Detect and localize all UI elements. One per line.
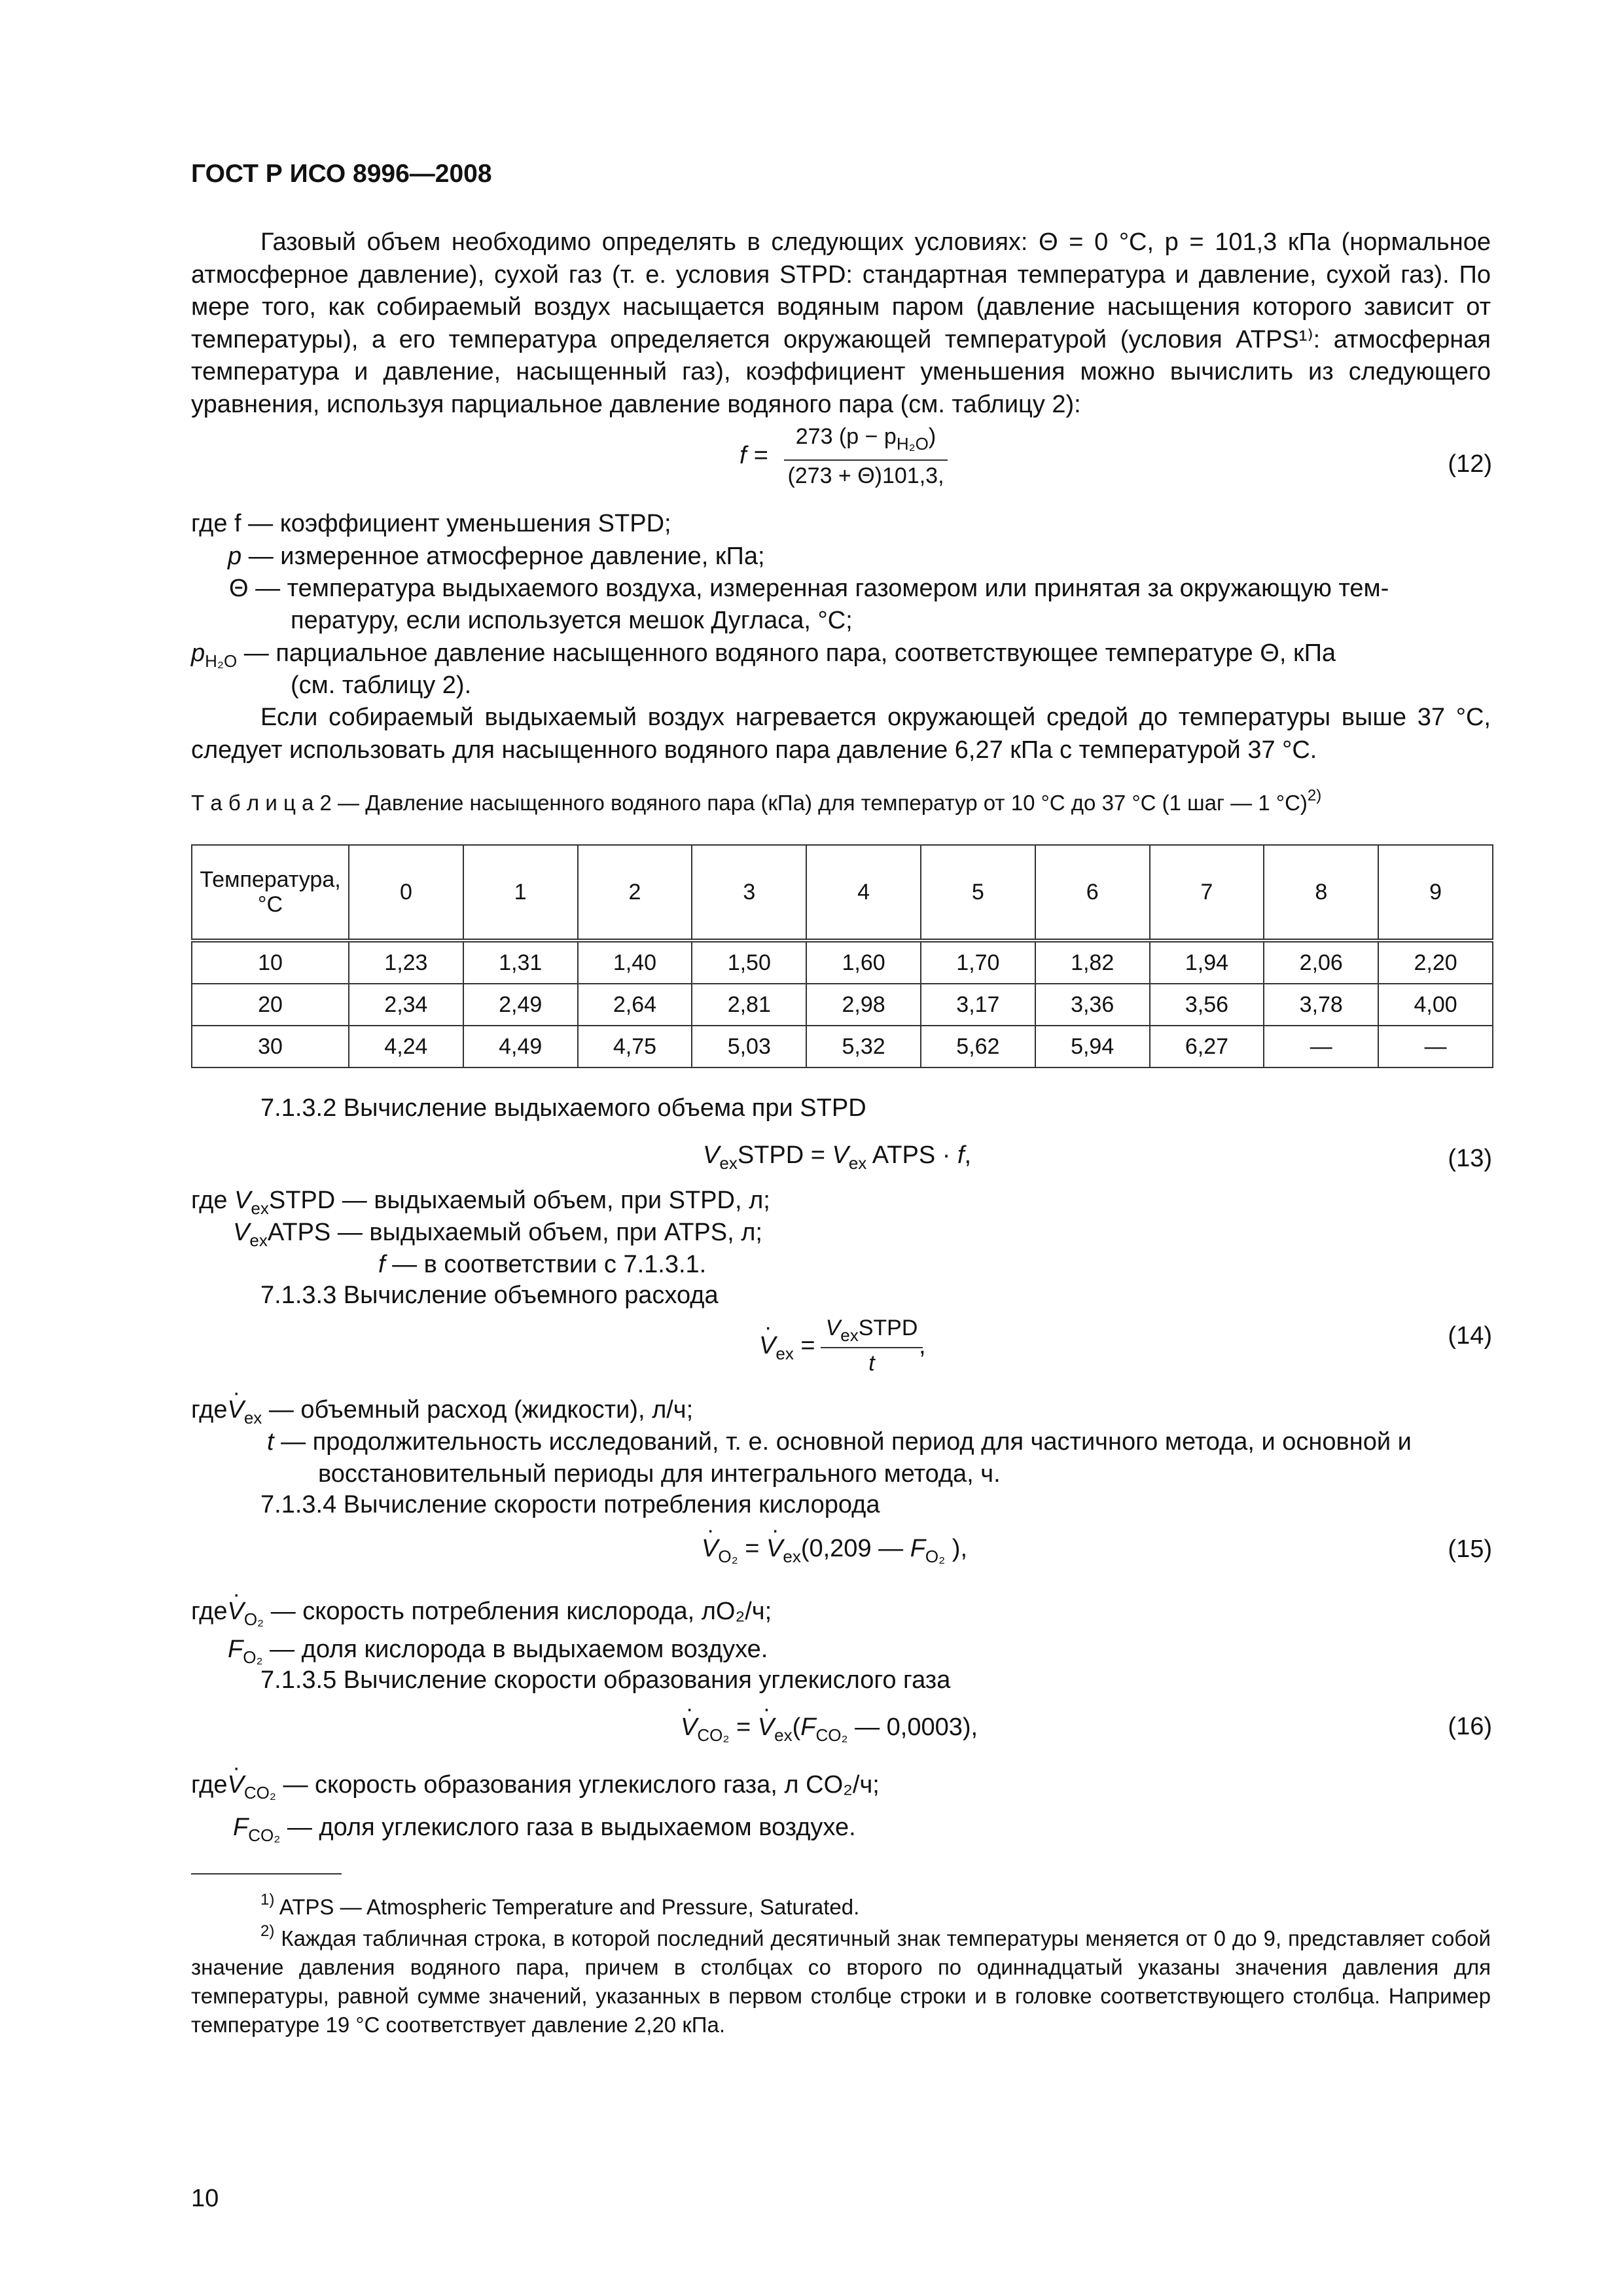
eq13-number: (13) xyxy=(1448,1145,1492,1172)
eq15-number: (15) xyxy=(1448,1535,1492,1563)
eq14-numerator: $V_{ex}STPD$ xyxy=(825,1316,918,1345)
eq12-denominator: (273 + Θ)101,3, xyxy=(787,463,944,488)
table-cell: 2,64 xyxy=(578,984,692,1026)
table2-header-cell: 4 xyxy=(806,845,921,941)
table2-header-cell: 3 xyxy=(692,845,806,941)
table-cell: 1,82 xyxy=(1035,941,1150,984)
table-cell: 5,03 xyxy=(692,1026,806,1067)
table-cell: 20 xyxy=(192,984,349,1026)
table-cell: 1,23 xyxy=(349,941,463,984)
table-cell: 1,60 xyxy=(806,941,921,984)
table-cell: 5,62 xyxy=(921,1026,1035,1067)
table-cell: — xyxy=(1378,1026,1493,1067)
table2-header-cell: 5 xyxy=(921,845,1035,941)
table-cell: 5,94 xyxy=(1035,1026,1150,1067)
eq14-lhs: · $V_{ex}$ = xyxy=(759,1332,815,1360)
eq12-lhs: f = xyxy=(740,442,768,469)
where14-line1: $где\cdot V_{ex}$ — объемный расход (жидкости), л/ч; xyxy=(191,1394,693,1426)
eq12-number: (12) xyxy=(1448,450,1492,478)
table2-header-cell: 6 xyxy=(1035,845,1150,941)
table-cell: 4,00 xyxy=(1378,984,1493,1026)
where16-line1: $где\cdot V_{CO_2}$ — скорость образования углекислого газа, л CO₂/ч; xyxy=(191,1769,880,1801)
eq14-comma: , xyxy=(919,1332,926,1359)
where14-line2-cont: восстановительный периоды для интегрального метода, ч. xyxy=(318,1460,1001,1488)
table2-header-cell: 2 xyxy=(578,845,692,941)
section-7133-title: 7.1.3.3 Вычисление объемного расхода xyxy=(260,1282,719,1309)
page-number: 10 xyxy=(191,2185,219,2212)
table-cell: 4,75 xyxy=(578,1026,692,1067)
where12-line4: $p_{H_2O}$ — парциальное давление насыщенного водяного пара, соответствующее температуре Θ, кПа xyxy=(191,639,1336,671)
table-cell: 1,94 xyxy=(1150,941,1264,984)
table-row xyxy=(192,941,1493,984)
where15-line1: $где\cdot V_{O_2}$ — скорость потребления кислорода, лО₂/ч; xyxy=(191,1596,772,1628)
table-cell: 5,32 xyxy=(806,1026,921,1067)
table-row xyxy=(192,1026,1493,1067)
eq15: · $V_{O_2}$ = · $V_{ex}(0,209$ — $F_{O_2}$ ), xyxy=(702,1535,967,1563)
table2-header-cell: 0 xyxy=(349,845,463,941)
table-cell: 2,49 xyxy=(463,984,578,1026)
table-cell: 2,20 xyxy=(1378,941,1493,984)
table-row xyxy=(192,984,1493,1026)
table-cell: 1,31 xyxy=(463,941,578,984)
where12-line1: где f — коэффициент уменьшения STPD; xyxy=(191,510,671,537)
eq14-denominator: t xyxy=(868,1351,875,1376)
where12-line3: Θ — температура выдыхаемого воздуха, измеренная газомером или принятая за окружающую тем- xyxy=(229,575,1389,602)
table-cell: 1,50 xyxy=(692,941,806,984)
eq14-number: (14) xyxy=(1448,1322,1492,1350)
table-cell: 6,27 xyxy=(1150,1026,1264,1067)
section-7135-title: 7.1.3.5 Вычисление скорости образования углекислого газа xyxy=(260,1666,951,1694)
eq12-fraction-bar xyxy=(784,459,948,461)
footnote-2: $^{2)}$ Каждая табличная строка, в которой последний десятичный знак температуры меняется от 0 до 9, представляет собой значение давления водяного пара, причем в столбцах со второго по одиннадцатый указаны значения давления для температуры, равной сумме значений, указанных в первом столбце строки и в головке соответствующего столбца. Например температуре 19 °С соответствует давление 2,20 кПа. xyxy=(191,1922,1491,2037)
table2-header-temp: Температура, °С xyxy=(192,845,349,941)
where13-line2: $V_{ex}ATPS$ — выдыхаемый объем, при ATPS, л; xyxy=(233,1219,762,1250)
table2-header-cell: 8 xyxy=(1264,845,1378,941)
table-cell: 2,34 xyxy=(349,984,463,1026)
document-header: ГОСТ Р ИСО 8996—2008 xyxy=(191,160,492,188)
where12-line2: p — измеренное атмосферное давление, кПа; xyxy=(228,543,765,570)
eq16: · $V_{CO_2}$ = · $V_{ex}(F_{CO_2}$ — 0,0003), xyxy=(681,1713,978,1742)
table-cell: 3,17 xyxy=(921,984,1035,1026)
table2-header-cell: 7 xyxy=(1150,845,1264,941)
table-cell: 30 xyxy=(192,1026,349,1067)
where13-line3: f — в соответствии с 7.1.3.1. xyxy=(378,1251,707,1278)
table2-header-cell: 9 xyxy=(1378,845,1493,941)
paragraph-37c: Если собираемый выдыхаемый воздух нагревается окружающей средой до температуры выше 37 °С, следует использовать для насыщенного водяного пара давление 6,27 кПа с температурой 37 °С. xyxy=(191,704,1491,764)
table2-caption: Т а б л и ц а 2 — Давление насыщенного водяного пара (кПа) для температур от 10 °С до 37 °С (1 шаг — 1 °С)$^{2)}$ xyxy=(191,787,1322,815)
table2-header-cell: 1 xyxy=(463,845,578,941)
table-cell: 2,81 xyxy=(692,984,806,1026)
where15-line2: $F_{O_2}$ — доля кислорода в выдыхаемом воздухе. xyxy=(228,1636,768,1667)
where12-line3-cont: пературу, если используется мешок Дугласа, °С; xyxy=(291,607,853,634)
intro-paragraph: Газовый объем необходимо определять в следующих условиях: Θ = 0 °С, p = 101,3 кПа (нормальное атмосферное давление), сухой газ (т. е. условия STPD: стандартная температура и давление, сухой газ). По мере того, как собираемый воздух насыщается водяным паром (давление насыщения которого зависит от температуры), а его температура определяется окружающей температурой (условия ATPS¹⁾: атмосферная температура и давление, насыщенный газ), коэффициент уменьшения можно вычислить из следующего уравнения, используя парциальное давление водяного пара (см. таблицу 2): xyxy=(191,228,1491,418)
where14-line2: t — продолжительность исследований, т. е. основной период для частичного метода, и основной и xyxy=(267,1428,1412,1456)
table2-header-row xyxy=(192,845,1493,941)
eq14-fraction-bar xyxy=(821,1347,923,1348)
table-cell: 3,78 xyxy=(1264,984,1378,1026)
table-cell: 1,40 xyxy=(578,941,692,984)
table-cell: 4,49 xyxy=(463,1026,578,1067)
table-cell: 2,98 xyxy=(806,984,921,1026)
eq13: $V_{ex}STPD = V_{ex}$ ATPS · f, xyxy=(703,1141,972,1173)
eq12-numerator: 273 $(p - p_{H_2O})$ xyxy=(795,424,936,454)
table-cell: 3,36 xyxy=(1035,984,1150,1026)
where16-line2: $F_{CO_2}$ — доля углекислого газа в выдыхаемом воздухе. xyxy=(233,1814,856,1845)
section-7132-title: 7.1.3.2 Вычисление выдыхаемого объема при STPD xyxy=(260,1094,866,1122)
footnote-separator xyxy=(191,1873,342,1874)
table-cell: 10 xyxy=(192,941,349,984)
section-7134-title: 7.1.3.4 Вычисление скорости потребления кислорода xyxy=(260,1491,880,1518)
eq16-number: (16) xyxy=(1448,1713,1492,1740)
table-cell: — xyxy=(1264,1026,1378,1067)
where13-line1: где $V_{ex}STPD$ — выдыхаемый объем, при STPD, л; xyxy=(191,1187,770,1218)
table-cell: 1,70 xyxy=(921,941,1035,984)
table2 xyxy=(191,844,1493,1068)
where12-line4-cont: (см. таблицу 2). xyxy=(291,672,472,699)
table-cell: 3,56 xyxy=(1150,984,1264,1026)
table-cell: 4,24 xyxy=(349,1026,463,1067)
footnote-1: $^{1)}$ ATPS — Atmospheric Temperature and Pressure, Saturated. xyxy=(260,1891,860,1919)
table-cell: 2,06 xyxy=(1264,941,1378,984)
